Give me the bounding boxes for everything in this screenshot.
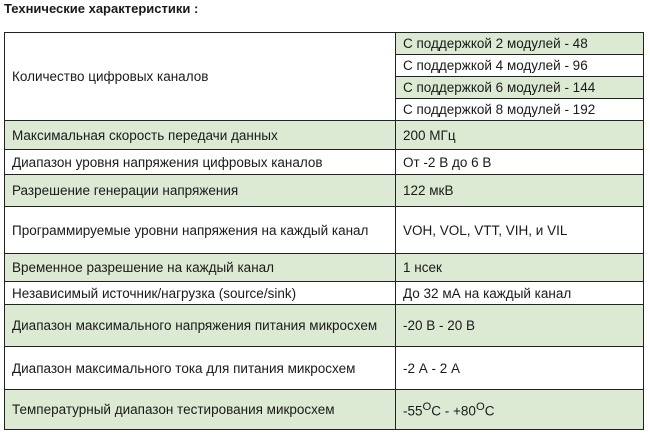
table-row [5, 305, 644, 347]
spec-label: Диапазон максимального тока для питания микросхем [5, 347, 396, 390]
table-row [5, 121, 644, 150]
temp-unit: С [484, 403, 495, 419]
degree-mark: O [422, 401, 432, 414]
spec-value: До 32 мА на каждый канал [396, 282, 644, 305]
degree-mark: O [475, 401, 485, 414]
spec-value: -20 В - 20 В [396, 305, 644, 347]
spec-value: С поддержкой 6 модулей - 144 [396, 77, 644, 99]
table-row [5, 150, 644, 175]
spec-value: 122 мкВ [396, 175, 644, 207]
table-row [5, 175, 644, 207]
table-row [5, 33, 644, 55]
specs-table [4, 32, 644, 430]
spec-value: От -2 В до 6 В [396, 150, 644, 175]
spec-value [396, 390, 644, 430]
spec-label: Максимальная скорость передачи данных [5, 121, 396, 150]
table-row [5, 207, 644, 254]
spec-value: VOH, VOL, VTT, VIH, и VIL [396, 207, 644, 254]
spec-value: С поддержкой 4 модулей - 96 [396, 55, 644, 77]
spec-value: 200 МГц [396, 121, 644, 150]
spec-label: Диапазон уровня напряжения цифровых каналов [5, 150, 396, 175]
temp-max: С - +80 [431, 403, 476, 419]
spec-value: 1 нсек [396, 254, 644, 282]
page-title: Технические характеристики : [4, 1, 199, 16]
spec-label: Разрешение генерации напряжения [5, 175, 396, 207]
table-row [5, 347, 644, 390]
spec-label: Температурный диапазон тестирования микросхем [5, 390, 396, 430]
spec-label: Количество цифровых каналов [5, 33, 396, 121]
spec-value: С поддержкой 8 модулей - 192 [396, 99, 644, 121]
spec-label: Независимый источник/нагрузка (source/sink) [5, 282, 396, 305]
table-row [5, 390, 644, 430]
table-row [5, 282, 644, 305]
spec-label: Диапазон максимального напряжения питания микросхем [5, 305, 396, 347]
spec-label: Временное разрешение на каждый канал [5, 254, 396, 282]
spec-label: Программируемые уровни напряжения на каждый канал [5, 207, 396, 254]
spec-value: С поддержкой 2 модулей - 48 [396, 33, 644, 55]
temp-min: -55 [403, 403, 423, 419]
table-row [5, 254, 644, 282]
spec-value: -2 А - 2 А [396, 347, 644, 390]
